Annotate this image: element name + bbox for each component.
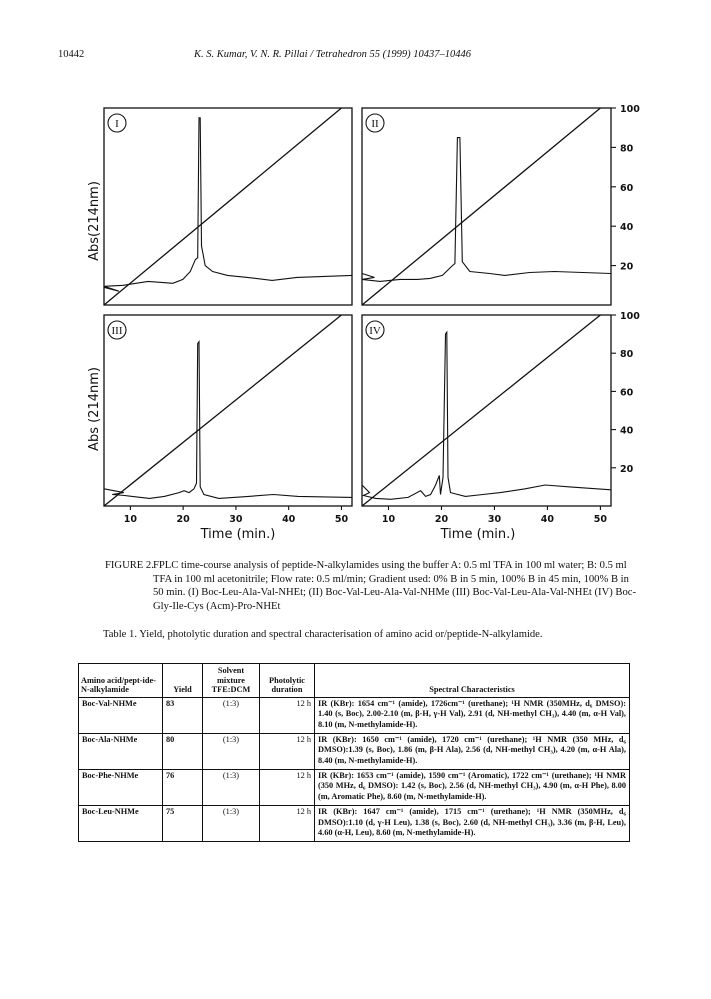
- compound-cell: Boc-Phe-NHMe: [79, 769, 163, 805]
- table-row: [79, 805, 630, 841]
- panel-label: I: [115, 118, 119, 130]
- x-tick-label: 10: [123, 514, 138, 525]
- solvent-cell: (1:3): [203, 805, 260, 841]
- header-compound: Amino acid/pept-ide-N-alkylamide: [79, 664, 163, 698]
- duration-cell: 12 h: [260, 805, 315, 841]
- absorbance-trace: [104, 118, 352, 291]
- gradient-tick-label: 40: [620, 425, 634, 437]
- header-yield: Yield: [163, 664, 203, 698]
- compound-cell: Boc-Val-NHMe: [79, 697, 163, 733]
- solvent-cell: (1:3): [203, 697, 260, 733]
- spectral-cell: IR (KBr): 1653 cm⁻¹ (amide), 1590 cm⁻¹ (Aromatic), 1722 cm⁻¹ (urethane); ¹H NMR (350 MHz, d₆ DMSO): 1.42 (s, Boc), 2.56 (d, NH-methyl CH₃), 4.90 (m, α-H Phe), 8.00 (m, Aromatic Phe), 8.60 (m, N-methylamide-H).: [315, 769, 630, 805]
- x-tick-label: 30: [487, 514, 502, 525]
- table-row: [79, 769, 630, 805]
- caption-text: FPLC time-course analysis of peptide-N-alkylamides using the buffer A: 0.5 ml TFA in 100 ml water; B: 0.5 ml TFA in 100 ml acetonitrile; Flow rate: 0.5 ml/min; Gradient used: 0% B in 5 min, 100% B in 45 min, 100% B in 50 min. (I) Boc-Leu-Ala-Val-NHEt; (II) Boc-Val-Leu-Ala-Val-NHMe (III) Boc-Val-Leu-Ala-Val-NHEt (IV) Boc-Gly-Ile-Cys (Acm)-Pro-NHEt: [153, 560, 637, 612]
- compound-cell: Boc-Leu-NHMe: [79, 805, 163, 841]
- x-tick: [541, 506, 555, 525]
- x-tick-label: 20: [176, 514, 190, 525]
- x-axis-label-right: Time (min.): [440, 527, 516, 542]
- x-tick-label: 10: [381, 514, 396, 525]
- absorbance-trace: [104, 342, 352, 499]
- x-tick-label: 50: [334, 514, 349, 525]
- table-row: [79, 697, 630, 733]
- solvent-cell: (1:3): [203, 733, 260, 769]
- gradient-tick: [611, 143, 634, 154]
- header-spectral: Spectral Characteristics: [315, 664, 630, 698]
- gradient-tick-label: 100: [620, 311, 640, 322]
- gradient-tick: [611, 311, 640, 322]
- gradient-line: [104, 108, 341, 305]
- x-tick: [229, 506, 243, 525]
- gradient-tick: [611, 426, 634, 437]
- gradient-tick-label: 80: [620, 349, 634, 361]
- spectral-cell: IR (KBr): 1654 cm⁻¹ (amide), 1726cm⁻¹ (urethane); ¹H NMR (350MHz, d₆ DMSO): 1.40 (s, Boc), 2.00-2.10 (m, β-H, γ-H Val), 2.91 (d, NH-methyl CH₃), 4.40 (m, α-H Val), 8.10 (m, N-methylamide-H).: [315, 697, 630, 733]
- duration-cell: 12 h: [260, 769, 315, 805]
- x-tick-label: 20: [434, 514, 449, 525]
- caption-label: FIGURE 2.: [105, 560, 154, 571]
- x-tick-label: 40: [540, 514, 555, 525]
- gradient-line: [362, 315, 600, 506]
- gradient-tick-label: 20: [620, 463, 634, 475]
- x-tick: [335, 506, 349, 525]
- yield-cell: 76: [163, 769, 203, 805]
- panel-label: III: [111, 325, 123, 337]
- gradient-tick: [611, 222, 634, 233]
- gradient-tick: [611, 349, 634, 360]
- y-axis-label-bottom: Abs (214nm): [87, 367, 102, 451]
- chromatogram-panel: [362, 315, 611, 506]
- yield-cell: 83: [163, 697, 203, 733]
- x-tick: [382, 506, 396, 525]
- x-tick-label: 30: [229, 514, 243, 525]
- chromatogram-panel: [362, 108, 611, 305]
- table-header-row: [79, 664, 630, 698]
- gradient-tick-label: 100: [620, 104, 640, 115]
- gradient-tick-label: 60: [620, 387, 634, 399]
- characterisation-table: [78, 663, 630, 842]
- x-tick: [124, 506, 138, 525]
- panel-frame: [362, 315, 611, 506]
- table-row: [79, 733, 630, 769]
- panel-label: II: [371, 118, 379, 130]
- chromatogram-panel: [104, 315, 352, 506]
- x-tick: [282, 506, 296, 525]
- absorbance-trace: [362, 138, 611, 282]
- x-tick-label: 40: [282, 514, 296, 525]
- chromatogram-panel: [104, 108, 352, 305]
- gradient-tick: [611, 464, 634, 475]
- page-number: 10442: [58, 49, 85, 60]
- compound-cell: Boc-Ala-NHMe: [79, 733, 163, 769]
- gradient-tick: [611, 104, 640, 115]
- figure-caption: [105, 559, 640, 613]
- spectral-cell: IR (KBr): 1647 cm⁻¹ (amide), 1715 cm⁻¹ (urethane); ¹H NMR (350MHz, d₆ DMSO):1.10 (d, γ-H Leu), 1.38 (s, Boc), 2.60 (d, NH-methyl CH₃), 3.36 (m, β-H, Leu), 4.60 (α-H, Leu), 8.60 (m, N-methylamide-H).: [315, 805, 630, 841]
- header-solvent: Solvent mixture TFE:DCM: [203, 664, 260, 698]
- gradient-tick: [611, 262, 634, 273]
- gradient-tick-label: 80: [620, 143, 634, 155]
- header-photolytic: Photolytic duration: [260, 664, 315, 698]
- duration-cell: 12 h: [260, 733, 315, 769]
- panel-label: IV: [369, 325, 381, 337]
- gradient-tick-label: 60: [620, 182, 634, 194]
- absorbance-trace: [362, 332, 611, 499]
- gradient-line: [362, 108, 600, 305]
- x-tick: [177, 506, 191, 525]
- duration-cell: 12 h: [260, 697, 315, 733]
- gradient-tick: [611, 183, 634, 194]
- gradient-tick-label: 20: [620, 261, 634, 273]
- solvent-cell: (1:3): [203, 769, 260, 805]
- yield-cell: 75: [163, 805, 203, 841]
- spectral-cell: IR (KBr): 1650 cm⁻¹ (amide), 1720 cm⁻¹ (urethane); ¹H NMR (350 MHz, d₆ DMSO):1.39 (s, Boc), 1.86 (m, β-H Ala), 2.56 (d, NH-methyl CH₃), 4.20 (m, α-H Ala), 8.40 (m, N-methylamide-H).: [315, 733, 630, 769]
- x-tick: [488, 506, 502, 525]
- running-head: K. S. Kumar, V. N. R. Pillai / Tetrahedron 55 (1999) 10437–10446: [194, 49, 472, 60]
- panel-frame: [362, 108, 611, 305]
- gradient-line: [104, 315, 341, 506]
- panel-frame: [104, 315, 352, 506]
- gradient-tick: [611, 387, 634, 398]
- y-axis-label-top: Abs(214nm): [87, 181, 102, 261]
- x-tick-label: 50: [593, 514, 608, 525]
- yield-cell: 80: [163, 733, 203, 769]
- x-tick: [435, 506, 449, 525]
- gradient-tick-label: 40: [620, 222, 634, 234]
- x-tick: [594, 506, 608, 525]
- x-axis-label-left: Time (min.): [200, 527, 276, 542]
- table-title: Table 1. Yield, photolytic duration and spectral characterisation of amino acid or/peptide-N-alkylamide.: [103, 629, 543, 640]
